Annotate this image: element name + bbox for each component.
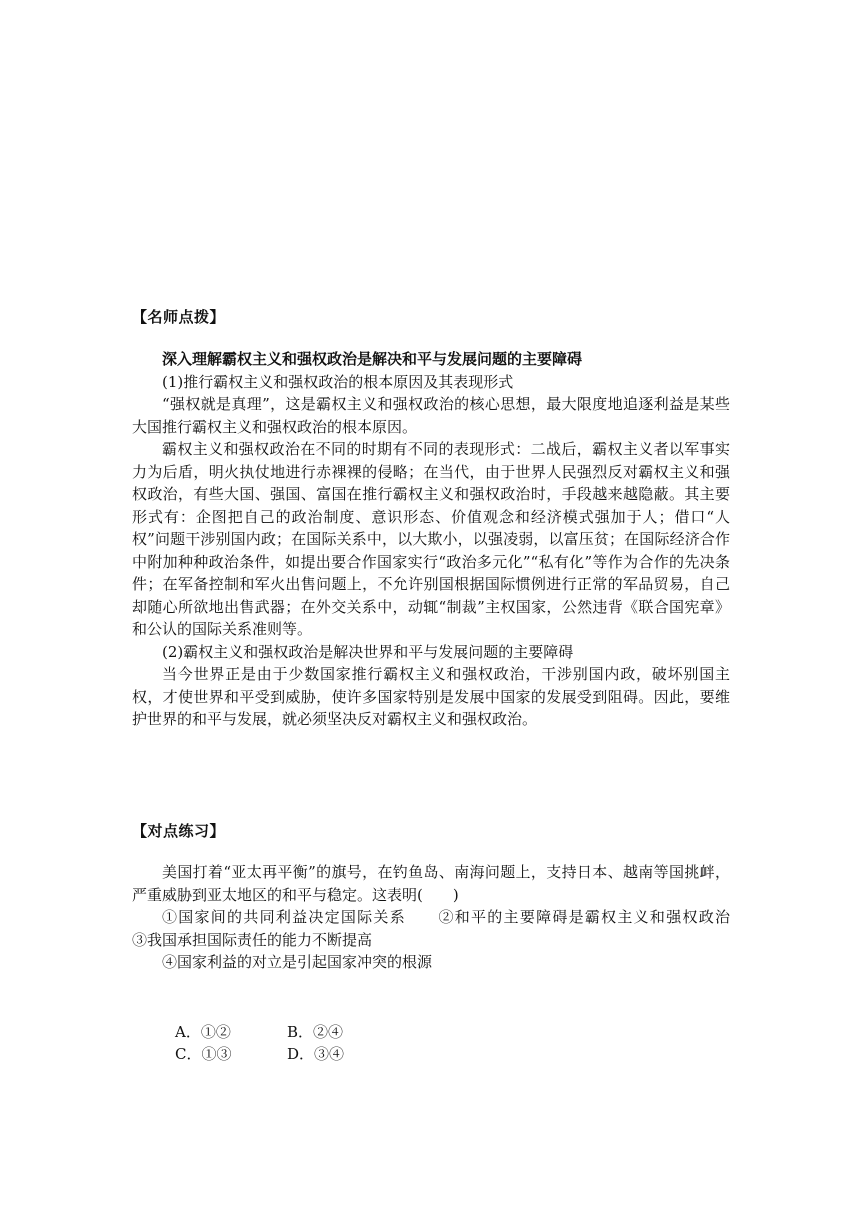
- tips-paragraph-3: 当今世界正是由于少数国家推行霸权主义和强权政治，干涉别国内政，破坏别国主权，才使世界和平受到威胁，使许多国家特别是发展中国家的发展受到阻碍。因此，要维护世界的和平与发展，就必须坚决反对霸权主义和强权政治。: [132, 665, 730, 728]
- question-stem: 美国打着“亚太再平衡”的旗号，在钓鱼岛、南海问题上，支持日本、越南等国挑衅，严重威胁到亚太地区的和平与稳定。这表明( ): [132, 863, 730, 904]
- option-d: D．③④: [287, 1045, 345, 1063]
- question-statements-2: ④国家利益的对立是引起国家冲突的根源: [162, 953, 433, 971]
- options-row-1: [175, 1021, 399, 1043]
- practice-body: [132, 861, 761, 974]
- options-row-2: [175, 1043, 399, 1065]
- option-a: A．①②: [175, 1023, 231, 1041]
- tips-paragraph-2: 霸权主义和强权政治在不同的时期有不同的表现形式：二战后，霸权主义者以军事实力为后盾，明火执仗地进行赤裸裸的侵略；在当代，由于世界人民强烈反对霸权主义和强权政治，有些大国、强国、富国在推行霸权主义和强权政治时，手段越来越隐蔽。其主要形式有：企图把自己的政治制度、意识形态、价值观念和经济模式强加于人；借口“人权”问题干涉别国内政；在国际关系中，以大欺小，以强凌弱，以富压贫；在国际经济合作中附加种种政治条件，如提出要合作国家实行“政治多元化”“私有化”等作为合作的先决条件；在军备控制和军火出售问题上，不允许别国根据国际惯例进行正常的军品贸易，自己却随心所欲地出售武器；在外交关系中，动辄“制裁”主权国家，公然违背《联合国宪章》和公认的国际关系准则等。: [132, 440, 730, 638]
- section-heading-tips: 【名师点拨】: [132, 308, 226, 326]
- tips-subheading-2: (2)霸权主义和强权政治是解决世界和平与发展问题的主要障碍: [162, 642, 574, 661]
- tips-title: 深入理解霸权主义和强权政治是解决和平与发展问题的主要障碍: [162, 350, 583, 368]
- section-heading-practice: 【对点练习】: [132, 822, 226, 840]
- tips-body: [132, 348, 730, 731]
- answer-options: [175, 1021, 399, 1065]
- tips-paragraph-1: “强权就是真理”，这是霸权主义和强权政治的核心思想，最大限度地追逐利益是某些大国推行霸权主义和强权政治的根本原因。: [132, 395, 730, 436]
- question-statements-1: ①国家间的共同利益决定国际关系 ②和平的主要障碍是霸权主义和强权政治 ③我国承担国际责任的能力不断提高: [132, 908, 761, 949]
- option-b: B．②④: [287, 1023, 344, 1041]
- option-c: C．①③: [175, 1045, 232, 1063]
- tips-subheading-1: (1)推行霸权主义和强权政治的根本原因及其表现形式: [162, 372, 514, 391]
